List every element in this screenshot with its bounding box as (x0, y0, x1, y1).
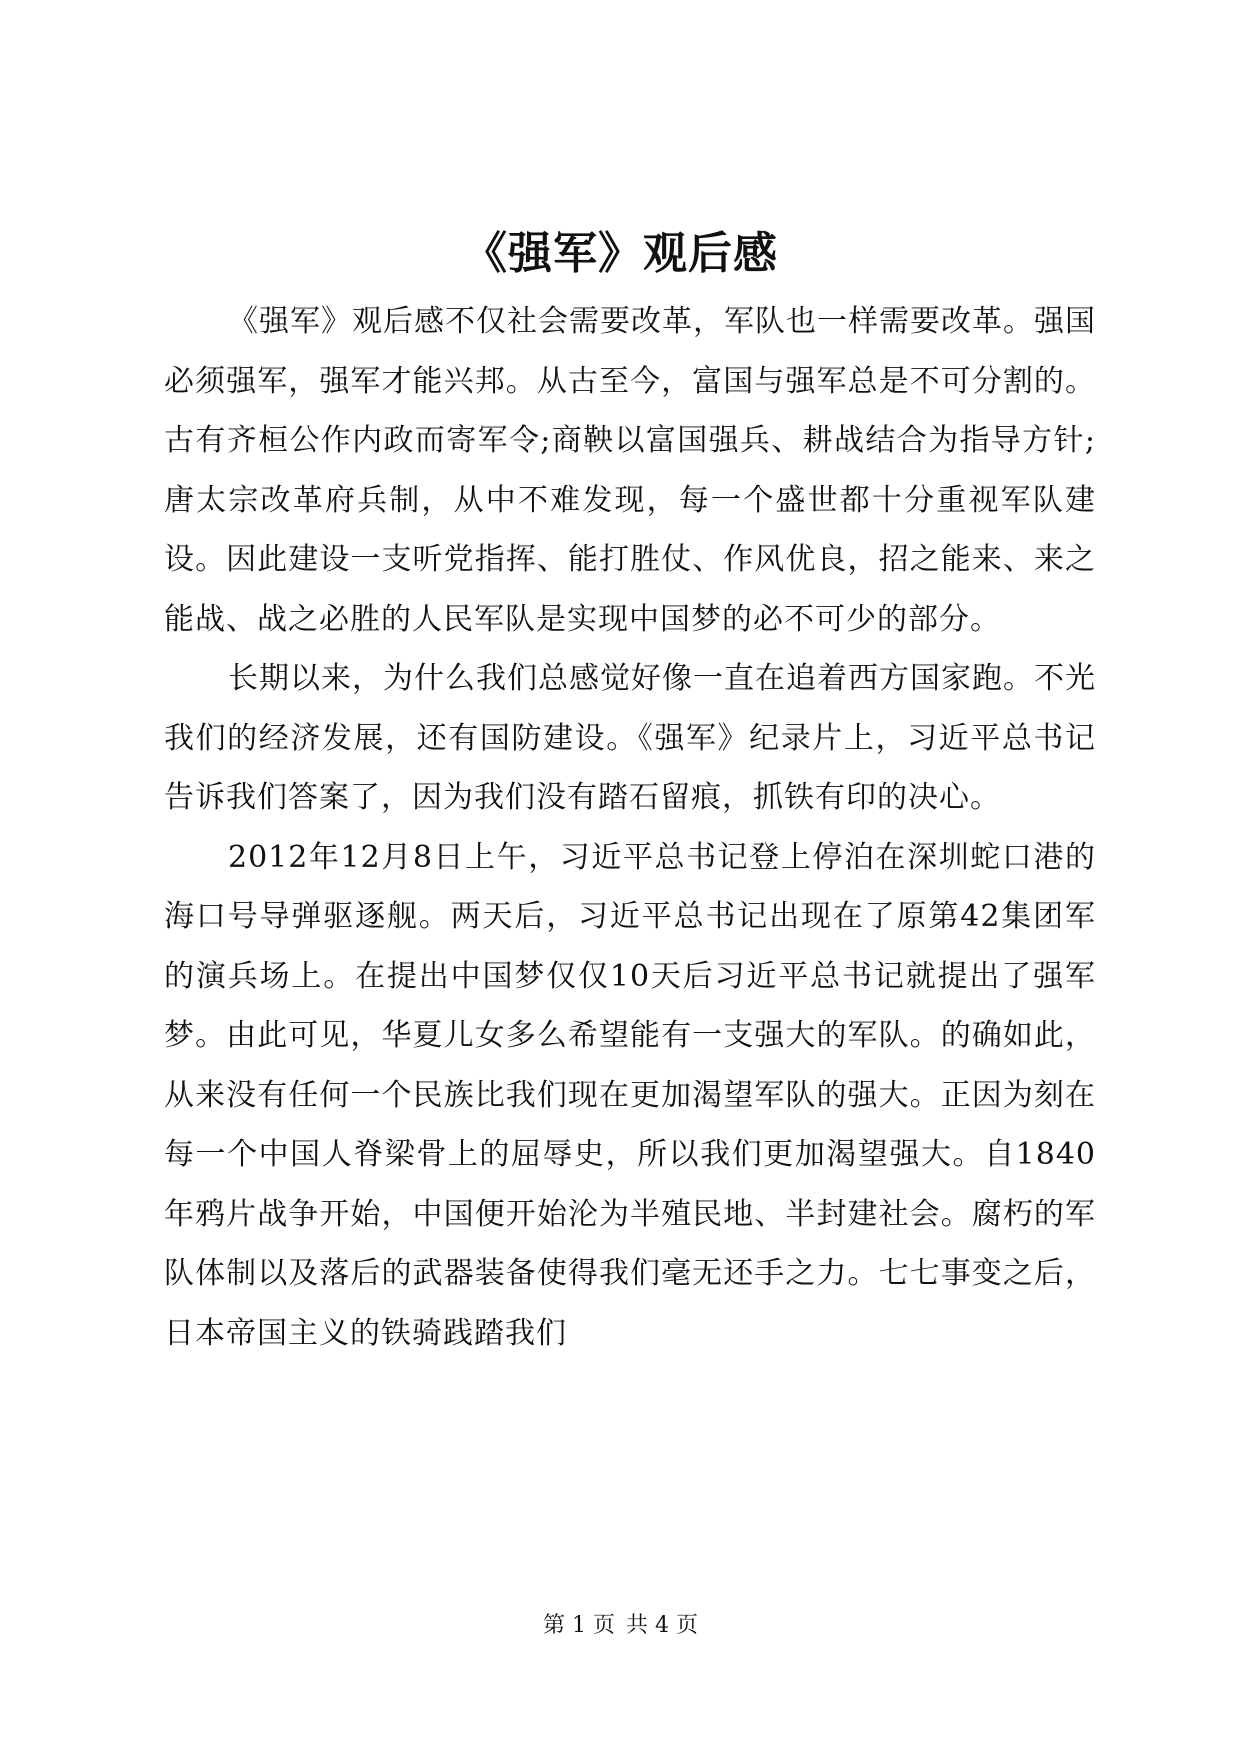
page-footer (0, 1611, 1241, 1641)
paragraph-2: 长期以来，为什么我们总感觉好像一直在追着西方国家跑。不光我们的经济发展，还有国防建设。《强军》纪录片上，习近平总书记告诉我们答案了，因为我们没有踏石留痕，抓铁有印的决心。 (164, 661, 1096, 815)
paragraph-1: 《强军》观后感不仅社会需要改革，军队也一样需要改革。强国必须强军，强军才能兴邦。从古至今，富国与强军总是不可分割的。古有齐桓公作内政而寄军令;商鞅以富国强兵、耕战结合为指导方针;唐太宗改革府兵制，从中不难发现，每一个盛世都十分重视军队建设。因此建设一支听党指挥、能打胜仗、作风优良，招之能来、来之能战、战之必胜的人民军队是实现中国梦的必不可少的部分。 (164, 304, 1096, 637)
document-body (164, 292, 1096, 1363)
page-number: 第 1 页 (543, 1613, 615, 1638)
document-title: 《强军》观后感 (463, 228, 778, 279)
paragraph-3: 2012年12月8日上午，习近平总书记登上停泊在深圳蛇口港的海口号导弹驱逐舰。两天后，习近平总书记出现在了原第42集团军的演兵场上。在提出中国梦仅仅10天后习近平总书记就提出了强军梦。由此可见，华夏儿女多么希望能有一支强大的军队。的确如此，从来没有任何一个民族比我们现在更加渴望军队的强大。正因为刻在每一个中国人脊梁骨上的屈辱史，所以我们更加渴望强大。自1840年鸦片战争开始，中国便开始沦为半殖民地、半封建社会。腐朽的军队体制以及落后的武器装备使得我们毫无还手之力。七七事变之后，日本帝国主义的铁骑践踏我们 (164, 839, 1096, 1351)
page-total: 共 4 页 (626, 1613, 698, 1638)
